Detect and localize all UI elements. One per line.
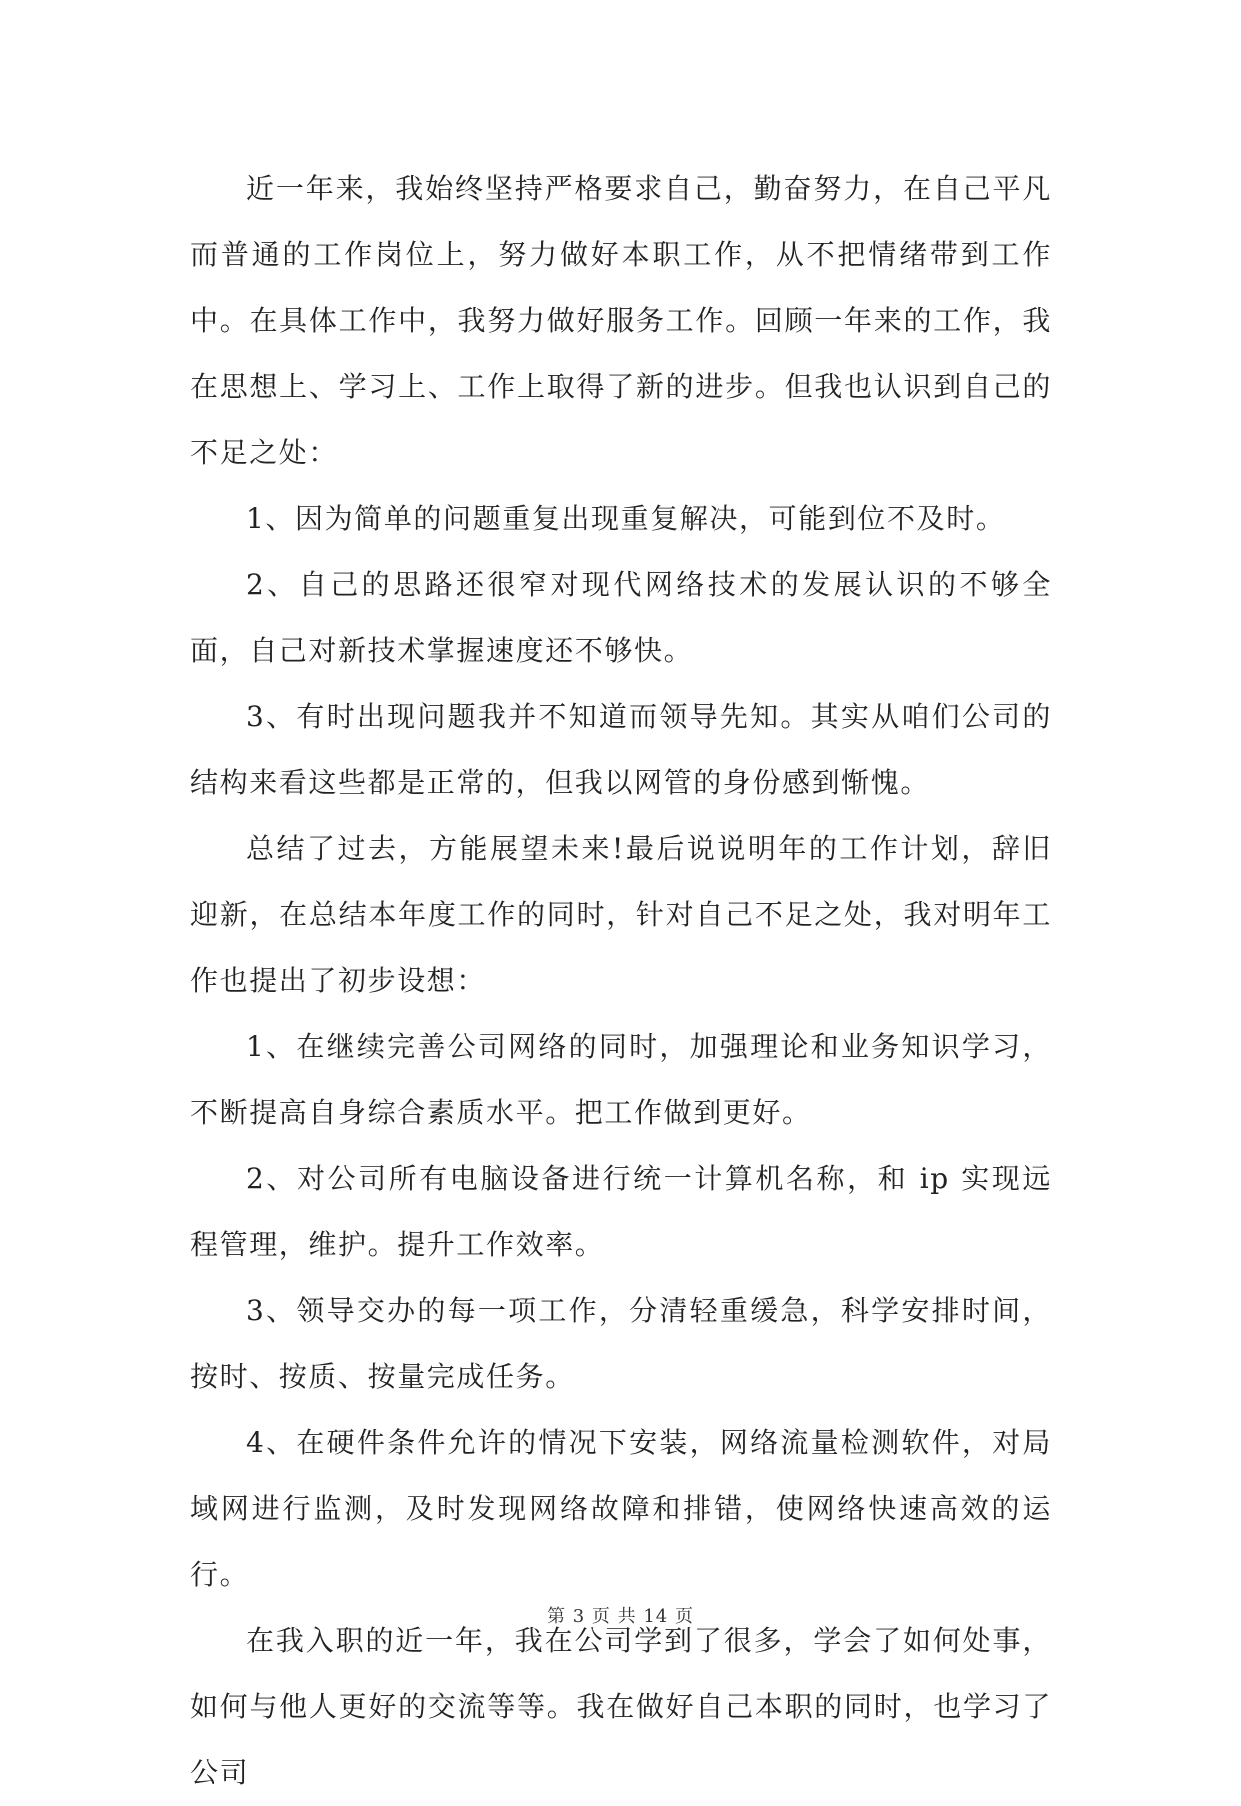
paragraph-plan-1: 1、在继续完善公司网络的同时，加强理论和业务知识学习，不断提高自身综合素质水平。把工作做到更好。 [190, 1030, 1052, 1129]
paragraph-shortcoming-2: 2、自己的思路还很窄对现代网络技术的发展认识的不够全面，自己对新技术掌握速度还不够快。 [190, 568, 1052, 667]
page-number-footer: 第 3 页 共 14 页 [547, 1606, 694, 1627]
paragraph-shortcoming-3: 3、有时出现问题我并不知道而领导先知。其实从咱们公司的结构来看这些都是正常的，但我以网管的身份感到惭愧。 [190, 700, 1052, 799]
paragraph-plan-3: 3、领导交办的每一项工作，分清轻重缓急，科学安排时间，按时、按质、按量完成任务。 [190, 1294, 1052, 1393]
paragraph-plan-2: 2、对公司所有电脑设备进行统一计算机名称，和 ip 实现远程管理，维护。提升工作效率。 [190, 1162, 1052, 1261]
paragraph-self-assessment: 近一年来，我始终坚持严格要求自己，勤奋努力，在自己平凡而普通的工作岗位上，努力做好本职工作，从不把情绪带到工作中。在具体工作中，我努力做好服务工作。回顾一年来的工作，我在思想上、学习上、工作上取得了新的进步。但我也认识到自己的不足之处： [190, 172, 1052, 469]
document-body [190, 156, 1052, 1806]
paragraph-plan-4: 4、在硬件条件允许的情况下安装，网络流量检测软件，对局域网进行监测，及时发现网络故障和排错，使网络快速高效的运行。 [190, 1426, 1052, 1591]
paragraph-closing: 在我入职的近一年，我在公司学到了很多，学会了如何处事，如何与他人更好的交流等等。我在做好自己本职的同时，也学习了公司 [190, 1624, 1052, 1789]
paragraph-shortcoming-1: 1、因为简单的问题重复出现重复解决，可能到位不及时。 [246, 502, 1006, 535]
paragraph-plan-intro: 总结了过去，方能展望未来!最后说说明年的工作计划，辞旧迎新，在总结本年度工作的同时，针对自己不足之处，我对明年工作也提出了初步设想： [190, 832, 1052, 997]
